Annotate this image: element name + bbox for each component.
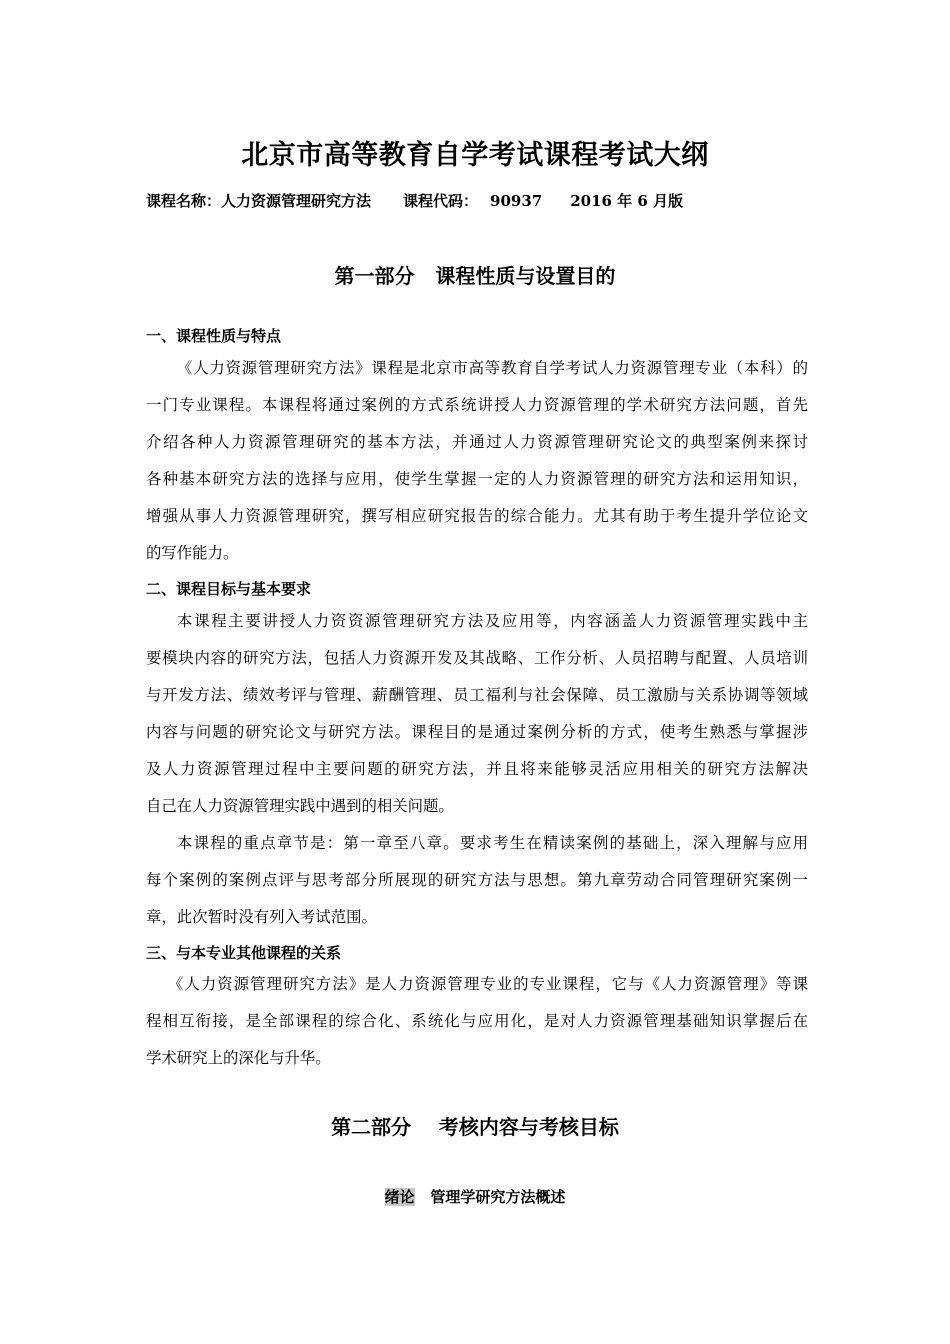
paragraph-goals — [146, 603, 808, 825]
paragraph-line: 的写作能力。 — [146, 544, 239, 562]
course-name: 课程名称：人力资源管理研究方法 — [146, 192, 372, 210]
part1-title: 第一部分 课程性质与设置目的 — [334, 264, 616, 288]
paragraph-relations — [146, 966, 808, 1077]
section-heading-relations: 三、与本专业其他课程的关系 — [146, 944, 342, 962]
paragraph-line: 各种基本研究方法的选择与应用，使学生掌握一定的人力资源管理的研究方法和运用知识， — [146, 470, 808, 488]
paragraph-line: 《人力资源管理研究方法》课程是北京市高等教育自学考试人力资源管理专业（本科）的 — [177, 359, 808, 377]
intro-label: 绪论 — [384, 1188, 415, 1206]
paragraph-line: 《人力资源管理研究方法》是人力资源管理专业的专业课程，它与《人力资源管理》等课 — [168, 975, 808, 993]
paragraph-line: 本课程主要讲授人力资资源管理研究方法及应用等，内容涵盖人力资源管理实践中主 — [177, 612, 808, 630]
paragraph-line: 一门专业课程。本课程将通过案例的方式系统讲授人力资源管理的学术研究方法问题，首先 — [146, 396, 808, 414]
document-title: 北京市高等教育自学考试课程考试大纲 — [241, 140, 709, 171]
intro-title: 管理学研究方法概述 — [430, 1188, 566, 1206]
paragraph-line: 每个案例的案例点评与思考部分所展现的研究方法与思想。第九章劳动合同管理研究案例一 — [146, 871, 808, 889]
course-code: 90937 — [490, 192, 543, 210]
section-heading-nature: 一、课程性质与特点 — [146, 327, 282, 345]
edition: 2016 年 6 月版 — [570, 192, 684, 210]
paragraph-line: 内容与问题的研究论文与研究方法。课程目的是通过案例分析的方式，使考生熟悉与掌握涉 — [146, 723, 808, 741]
part2-title: 第二部分 考核内容与考核目标 — [331, 1115, 619, 1139]
paragraph-line: 程相互衔接，是全部课程的综合化、系统化与应用化，是对人力资源管理基础知识掌握后在 — [146, 1012, 808, 1030]
paragraph-line: 与开发方法、绩效考评与管理、薪酬管理、员工福利与社会保障、员工激励与关系协调等领域 — [146, 686, 808, 704]
paragraph-line: 介绍各种人力资源管理研究的基本方法，并通过人力资源管理研究论文的典型案例来探讨 — [146, 433, 808, 451]
paragraph-nature — [146, 350, 808, 572]
paragraph-line: 章，此次暂时没有列入考试范围。 — [146, 908, 377, 926]
paragraph-line: 要模块内容的研究方法，包括人力资源开发及其战略、工作分析、人员招聘与配置、人员培训 — [146, 649, 808, 667]
intro-heading — [0, 1186, 950, 1207]
paragraph-line: 及人力资源管理过程中主要问题的研究方法，并且将来能够灵活应用相关的研究方法解决 — [146, 760, 808, 778]
course-code-label: 课程代码： — [403, 192, 479, 210]
course-meta-line — [146, 190, 683, 211]
section-heading-goals: 二、课程目标与基本要求 — [146, 580, 312, 598]
paragraph-line: 本课程的重点章节是：第一章至八章。要求考生在精读案例的基础上，深入理解与应用 — [177, 834, 808, 852]
paragraph-line: 自己在人力资源管理实践中遇到的相关问题。 — [146, 797, 454, 815]
paragraph-line: 增强从事人力资源管理研究，撰写相应研究报告的综合能力。尤其有助于考生提升学位论文 — [146, 507, 808, 525]
paragraph-key-chapters — [146, 825, 808, 936]
paragraph-line: 学术研究上的深化与升华。 — [146, 1049, 331, 1067]
